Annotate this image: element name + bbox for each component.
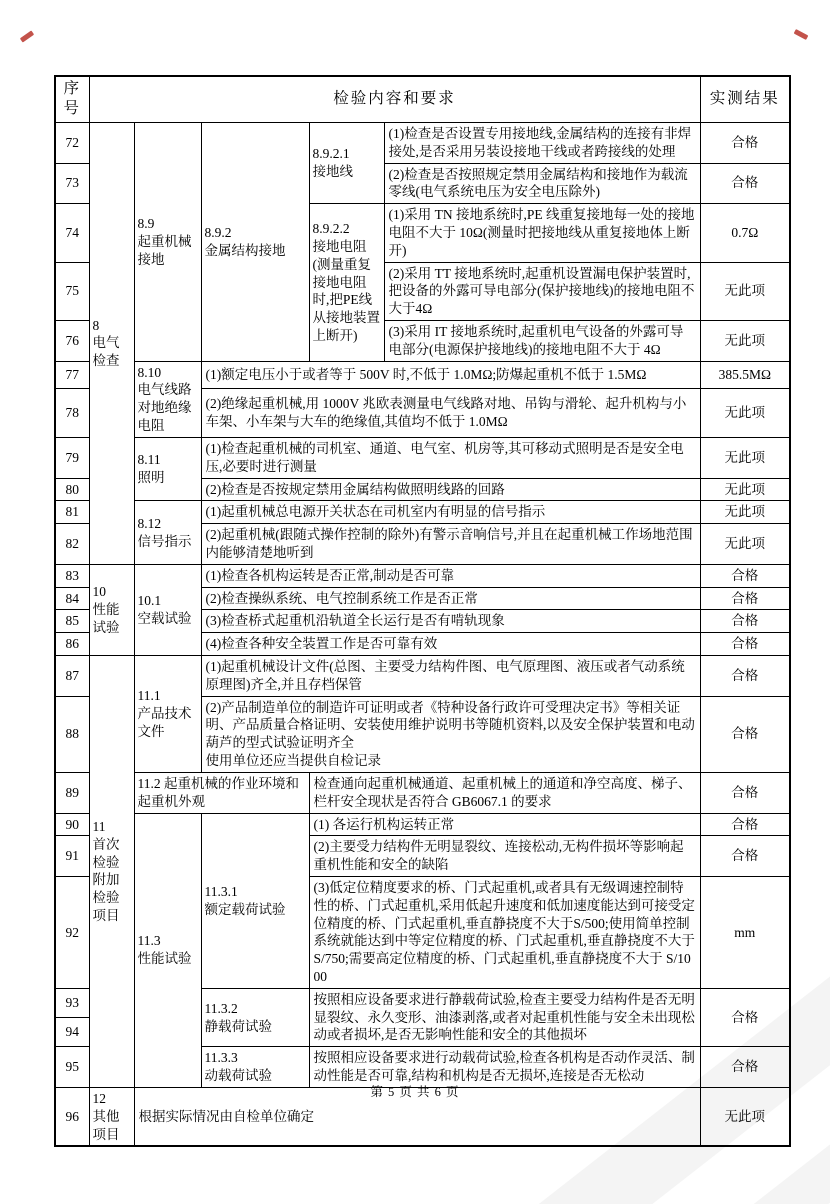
category-product-technical-documents: 11.1 产品技术文件 (134, 656, 201, 773)
content-cell: (2)起重机械(跟随式操作控制的除外)有警示音响信号,并且在起重机械工作场地范围内能够清楚地听到 (201, 524, 700, 565)
seq-cell: 79 (55, 437, 89, 478)
content-cell: 根据实际情况由自检单位确定 (134, 1087, 700, 1146)
result-cell: 合格 (700, 587, 790, 610)
result-cell: 无此项 (700, 1087, 790, 1146)
content-cell: (1)检查各机构运转是否正常,制动是否可靠 (201, 564, 700, 587)
table-row-87 (55, 656, 790, 697)
seq-cell: 96 (55, 1087, 89, 1146)
result-cell: 无此项 (700, 321, 790, 362)
content-cell: (1)采用 TN 接地系统时,PE 线重复接地每一处的接地电阻不大于 10Ω(测量时把接地线从重复接地体上断开) (384, 204, 700, 262)
category-insulation-resistance: 8.10 电气线路对地绝缘电阻 (134, 361, 201, 437)
col-header-seq: 序号 (55, 76, 89, 122)
seq-cell: 78 (55, 389, 89, 438)
category-electrical-inspection: 8 电气检查 (89, 122, 134, 564)
page-number: 第 5 页 共 6 页 (370, 1085, 460, 1099)
result-cell: 0.7Ω (700, 204, 790, 262)
result-cell: 合格 (700, 696, 790, 772)
category-grounding-resistance: 8.9.2.2 接地电阻 (测量重复接地电阻时,把PE线从接地装置上断开) (309, 204, 384, 362)
seq-cell: 92 (55, 876, 89, 988)
content-cell: (4)检查各种安全装置工作是否可靠有效 (201, 633, 700, 656)
seq-cell: 73 (55, 163, 89, 204)
result-cell: 合格 (700, 836, 790, 877)
seq-cell: 94 (55, 1018, 89, 1047)
table-header-row (55, 76, 790, 122)
seq-cell: 82 (55, 524, 89, 565)
result-cell: 合格 (700, 163, 790, 204)
col-header-result: 实测结果 (700, 76, 790, 122)
result-cell: 无此项 (700, 478, 790, 501)
content-cell: (2)产品制造单位的制造许可证明或者《特种设备行政许可受理决定书》等相关证明、产品质量合格证明、安装使用维护说明书等随机资料,以及安全保护装置和电动葫芦的型式试验证明齐全 使用单位还应当提供自检记录 (201, 696, 700, 772)
content-cell: (1)检查是否设置专用接地线,金属结构的连接有非焊接处,是否采用另装设接地干线或者跨接线的处理 (384, 122, 700, 163)
seq-cell: 83 (55, 564, 89, 587)
seq-cell: 81 (55, 501, 89, 524)
result-cell: 无此项 (700, 389, 790, 438)
table-row-72 (55, 122, 790, 163)
inspection-report-page (54, 75, 791, 1147)
result-cell: mm (700, 876, 790, 988)
content-cell: (2)检查操纵系统、电气控制系统工作是否正常 (201, 587, 700, 610)
content-cell: (1) 各运行机构运转正常 (309, 813, 700, 836)
col-header-content: 检验内容和要求 (89, 76, 700, 122)
content-cell: (3)检查桥式起重机沿轨道全长运行是否有啃轨现象 (201, 610, 700, 633)
result-cell: 无此项 (700, 262, 790, 320)
seq-cell: 80 (55, 478, 89, 501)
category-performance-test-11-3: 11.3 性能试验 (134, 813, 201, 1087)
table-row-79 (55, 437, 790, 478)
content-cell: (2)检查是否按规定禁用金属结构做照明线路的回路 (201, 478, 700, 501)
result-cell: 合格 (700, 122, 790, 163)
result-cell: 无此项 (700, 524, 790, 565)
result-cell: 385.5MΩ (700, 361, 790, 388)
seq-cell: 84 (55, 587, 89, 610)
category-static-load-test: 11.3.2 静载荷试验 (201, 988, 309, 1046)
seq-cell: 77 (55, 361, 89, 388)
content-cell: (1)检查起重机械的司机室、通道、电气室、机房等,其可移动式照明是否是安全电压,必要时进行测量 (201, 437, 700, 478)
content-cell: 按照相应设备要求进行静载荷试验,检查主要受力结构件是否无明显裂纹、永久变形、油漆剥落,或者对起重机性能与安全未出现松动或者损坏,是否无影响性能和安全的其他损坏 (309, 988, 700, 1046)
category-grounding-wire: 8.9.2.1 接地线 (309, 122, 384, 203)
seq-cell: 93 (55, 988, 89, 1017)
table-row-90 (55, 813, 790, 836)
seq-cell: 86 (55, 633, 89, 656)
category-lighting: 8.11 照明 (134, 437, 201, 500)
seq-cell: 74 (55, 204, 89, 262)
content-cell: (1)起重机械总电源开关状态在司机室内有明显的信号指示 (201, 501, 700, 524)
category-signal-indication: 8.12 信号指示 (134, 501, 201, 564)
content-cell: 按照相应设备要求进行动载荷试验,检查各机构是否动作灵活、制动性能是否可靠,结构和机构是否无损坏,连接是否无松动 (309, 1047, 700, 1088)
seq-cell: 95 (55, 1047, 89, 1088)
content-cell: (2)绝缘起重机械,用 1000V 兆欧表测量电气线路对地、吊钩与滑轮、起升机构与小车架、小车架与大车的绝缘值,其值均不低于 1.0MΩ (201, 389, 700, 438)
category-first-inspection-additional-items: 11 首次检验附加检验项目 (89, 656, 134, 1088)
content-cell: (1)额定电压小于或者等于 500V 时,不低于 1.0MΩ;防爆起重机不低于 1.5MΩ (201, 361, 700, 388)
category-crane-grounding: 8.9 起重机械接地 (134, 122, 201, 361)
content-cell: (2)主要受力结构件无明显裂纹、连接松动,无构件损坏等影响起重机性能和安全的缺陷 (309, 836, 700, 877)
category-metal-structure-grounding: 8.9.2 金属结构接地 (201, 122, 309, 361)
category-rated-load-test: 11.3.1 额定载荷试验 (201, 813, 309, 988)
result-cell: 无此项 (700, 501, 790, 524)
result-cell: 无此项 (700, 437, 790, 478)
seq-cell: 87 (55, 656, 89, 697)
content-cell: (2)检查是否按照规定禁用金属结构和接地作为载流零线(电气系统电压为安全电压除外) (384, 163, 700, 204)
result-cell: 合格 (700, 813, 790, 836)
table-row-89 (55, 772, 790, 813)
result-cell: 合格 (700, 633, 790, 656)
seq-cell: 72 (55, 122, 89, 163)
result-cell: 合格 (700, 1047, 790, 1088)
table-row-77 (55, 361, 790, 388)
category-performance-test: 10 性能试验 (89, 564, 134, 655)
result-cell: 合格 (700, 772, 790, 813)
seq-cell: 75 (55, 262, 89, 320)
seq-cell: 89 (55, 772, 89, 813)
result-cell: 合格 (700, 988, 790, 1046)
table-row-83 (55, 564, 790, 587)
content-cell: (1)起重机械设计文件(总图、主要受力结构件图、电气原理图、液压或者气动系统原理图)齐全,并且存档保管 (201, 656, 700, 697)
seq-cell: 85 (55, 610, 89, 633)
category-no-load-test: 10.1 空载试验 (134, 564, 201, 655)
red-stamp-mark-right (794, 29, 809, 40)
category-dynamic-load-test: 11.3.3 动载荷试验 (201, 1047, 309, 1088)
result-cell: 合格 (700, 564, 790, 587)
red-stamp-mark-left (20, 30, 34, 42)
content-cell: (3)低定位精度要求的桥、门式起重机,或者具有无级调速控制特性的桥、门式起重机,采用低起升速度和低加速度能达到可接受定位精度的桥、门式起重机,垂直静挠度不大于S/500;使用简单控制系统就能达到中等定位精度的桥、门式起重机,垂直静挠度不大于 S/750;需要高定位精度的桥、门式起重机,垂直静挠度不大于 S/1000 (309, 876, 700, 988)
result-cell: 合格 (700, 610, 790, 633)
seq-cell: 88 (55, 696, 89, 772)
seq-cell: 91 (55, 836, 89, 877)
category-work-environment-appearance: 11.2 起重机械的作业环境和起重机外观 (134, 772, 309, 813)
seq-cell: 76 (55, 321, 89, 362)
inspection-table (54, 75, 791, 1147)
content-cell: 检查通向起重机械通道、起重机械上的通道和净空高度、梯子、栏杆安全现状是否符合 GB6067.1 的要求 (309, 772, 700, 813)
content-cell: (3)采用 IT 接地系统时,起重机电气设备的外露可导电部分(电源保护接地线)的接地电阻不大于 4Ω (384, 321, 700, 362)
result-cell: 合格 (700, 656, 790, 697)
table-row-81 (55, 501, 790, 524)
seq-cell: 90 (55, 813, 89, 836)
content-cell: (2)采用 TT 接地系统时,起重机设置漏电保护装置时,把设备的外露可导电部分(保护接地线)的接地电阻不大于4Ω (384, 262, 700, 320)
category-other-items: 12 其他项目 (89, 1087, 134, 1146)
